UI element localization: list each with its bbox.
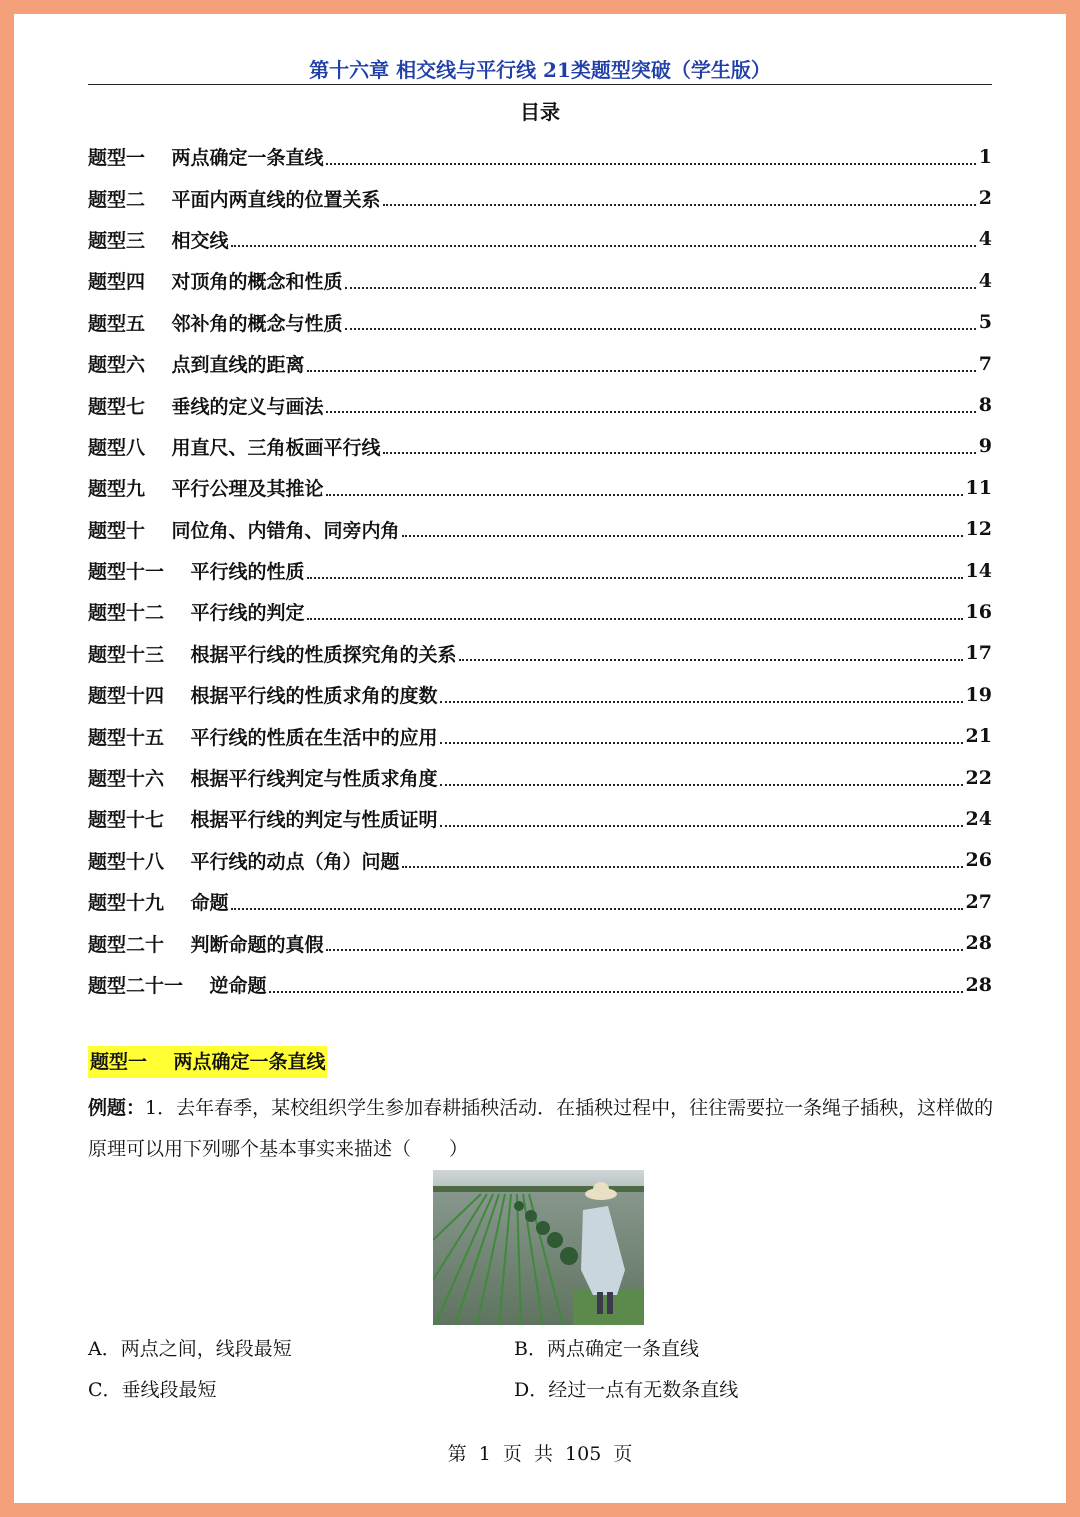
toc-entry-title: 题型十二 平行线的判定 [88, 602, 305, 625]
toc-entry[interactable] [88, 881, 992, 922]
toc-entry[interactable] [88, 302, 992, 343]
toc-entry-title: 题型二十 判断命题的真假 [88, 933, 324, 956]
toc-entry-page: 11 [965, 476, 992, 499]
option-b[interactable]: B．两点确定一条直线 [514, 1338, 699, 1360]
toc-leader-dots [345, 287, 975, 289]
toc-entry[interactable] [88, 260, 992, 301]
toc-entry-title: 题型八 用直尺、三角板画平行线 [88, 436, 381, 459]
toc-leader-dots [326, 411, 975, 413]
question-text: 1．去年春季，某校组织学生参加春耕插秧活动．在插秧过程中，往往需要拉一条绳子插秧，这样做的原理可以用下列哪个基本事实来描述（ ） [88, 1097, 994, 1160]
toc-leader-dots [440, 742, 962, 744]
toc-entry-page: 2 [978, 187, 992, 210]
toc-leader-dots [440, 701, 962, 703]
toc-entry-title: 题型十九 命题 [88, 892, 229, 915]
header-divider [88, 84, 992, 85]
toc-entry-title: 题型二 平面内两直线的位置关系 [88, 188, 381, 211]
toc-entry[interactable] [88, 177, 992, 218]
toc-entry-title: 题型九 平行公理及其推论 [88, 478, 324, 501]
toc-entry-title: 题型五 邻补角的概念与性质 [88, 312, 343, 335]
toc-entry[interactable] [88, 136, 992, 177]
toc-entry[interactable] [88, 384, 992, 425]
toc-entry-title: 题型十六 根据平行线判定与性质求角度 [88, 768, 438, 791]
toc-entry-page: 9 [978, 435, 992, 458]
toc-entry-title: 题型四 对顶角的概念和性质 [88, 271, 343, 294]
document-page [14, 14, 1066, 1503]
toc-leader-dots [383, 452, 975, 454]
toc-entry-page: 12 [965, 518, 992, 541]
toc-entry-page: 8 [978, 394, 992, 417]
toc-entry-page: 5 [978, 311, 992, 334]
toc-leader-dots [307, 370, 975, 372]
toc-entry[interactable] [88, 591, 992, 632]
toc-entry-title: 题型六 点到直线的距离 [88, 354, 305, 377]
toc-leader-dots [383, 204, 975, 206]
toc-entry[interactable] [88, 509, 992, 550]
toc-entry-page: 28 [965, 932, 992, 955]
toc-entry[interactable] [88, 633, 992, 674]
toc-leader-dots [459, 659, 962, 661]
toc-entry-page: 7 [978, 352, 992, 375]
toc-leader-dots [402, 866, 962, 868]
toc-entry-title: 题型七 垂线的定义与画法 [88, 395, 324, 418]
toc-entry[interactable] [88, 426, 992, 467]
toc-entry[interactable] [88, 922, 992, 963]
toc-entry-title: 题型十四 根据平行线的性质求角的度数 [88, 685, 438, 708]
toc-entry[interactable] [88, 674, 992, 715]
toc-entry-title: 题型三 相交线 [88, 229, 229, 252]
toc-leader-dots [402, 535, 962, 537]
toc-entry-page: 26 [965, 849, 992, 872]
toc-leader-dots [269, 991, 962, 993]
toc-leader-dots [326, 949, 962, 951]
example-question [88, 1088, 998, 1170]
toc-entry-title: 题型十七 根据平行线的判定与性质证明 [88, 809, 438, 832]
toc-entry-title: 题型十三 根据平行线的性质探究角的关系 [88, 643, 457, 666]
toc-leader-dots [345, 328, 975, 330]
toc-entry-title: 题型十一 平行线的性质 [88, 561, 305, 584]
toc-leader-dots [326, 163, 975, 165]
toc-entry-page: 22 [965, 766, 992, 789]
toc-entry-page: 19 [965, 683, 992, 706]
toc-entry[interactable] [88, 550, 992, 591]
toc-entry-title: 题型十五 平行线的性质在生活中的应用 [88, 726, 438, 749]
toc-entry-page: 14 [965, 559, 992, 582]
rice-planting-photo [433, 1170, 644, 1325]
toc-leader-dots [231, 908, 962, 910]
toc-entry[interactable] [88, 964, 992, 1005]
toc-entry[interactable] [88, 343, 992, 384]
toc-leader-dots [440, 825, 962, 827]
toc-entry-page: 27 [965, 890, 992, 913]
toc-entry[interactable] [88, 715, 992, 756]
toc-entry-page: 24 [965, 807, 992, 830]
toc-leader-dots [307, 577, 962, 579]
page-footer: 第 1 页 共 105 页 [447, 1443, 633, 1465]
toc-entry[interactable] [88, 219, 992, 260]
toc-leader-dots [231, 245, 975, 247]
toc-entry[interactable] [88, 467, 992, 508]
toc-title: 目录 [520, 100, 560, 124]
toc-entry-page: 16 [965, 600, 992, 623]
table-of-contents [88, 136, 992, 1005]
toc-leader-dots [440, 784, 962, 786]
option-c[interactable]: C．垂线段最短 [88, 1379, 217, 1401]
toc-entry-page: 17 [965, 642, 992, 665]
toc-entry-page: 4 [978, 228, 992, 251]
document-header-title: 第十六章 相交线与平行线 21类题型突破（学生版） [309, 58, 771, 82]
toc-leader-dots [326, 494, 962, 496]
option-d[interactable]: D．经过一点有无数条直线 [514, 1379, 739, 1401]
option-a[interactable]: A．两点之间，线段最短 [88, 1338, 292, 1360]
toc-entry-page: 4 [978, 269, 992, 292]
toc-entry-page: 28 [965, 973, 992, 996]
toc-entry-title: 题型二十一 逆命题 [88, 975, 267, 997]
toc-entry-title: 题型十 同位角、内错角、同旁内角 [88, 519, 400, 542]
toc-entry[interactable] [88, 757, 992, 798]
question-label: 例题： [88, 1097, 146, 1119]
toc-leader-dots [307, 618, 962, 620]
toc-entry-title: 题型一 两点确定一条直线 [88, 147, 324, 170]
toc-entry[interactable] [88, 840, 992, 881]
toc-entry[interactable] [88, 798, 992, 839]
toc-entry-page: 1 [978, 145, 992, 168]
toc-entry-title: 题型十八 平行线的动点（角）问题 [88, 850, 400, 873]
section-heading: 题型一 两点确定一条直线 [88, 1046, 327, 1078]
toc-entry-page: 21 [965, 725, 992, 748]
